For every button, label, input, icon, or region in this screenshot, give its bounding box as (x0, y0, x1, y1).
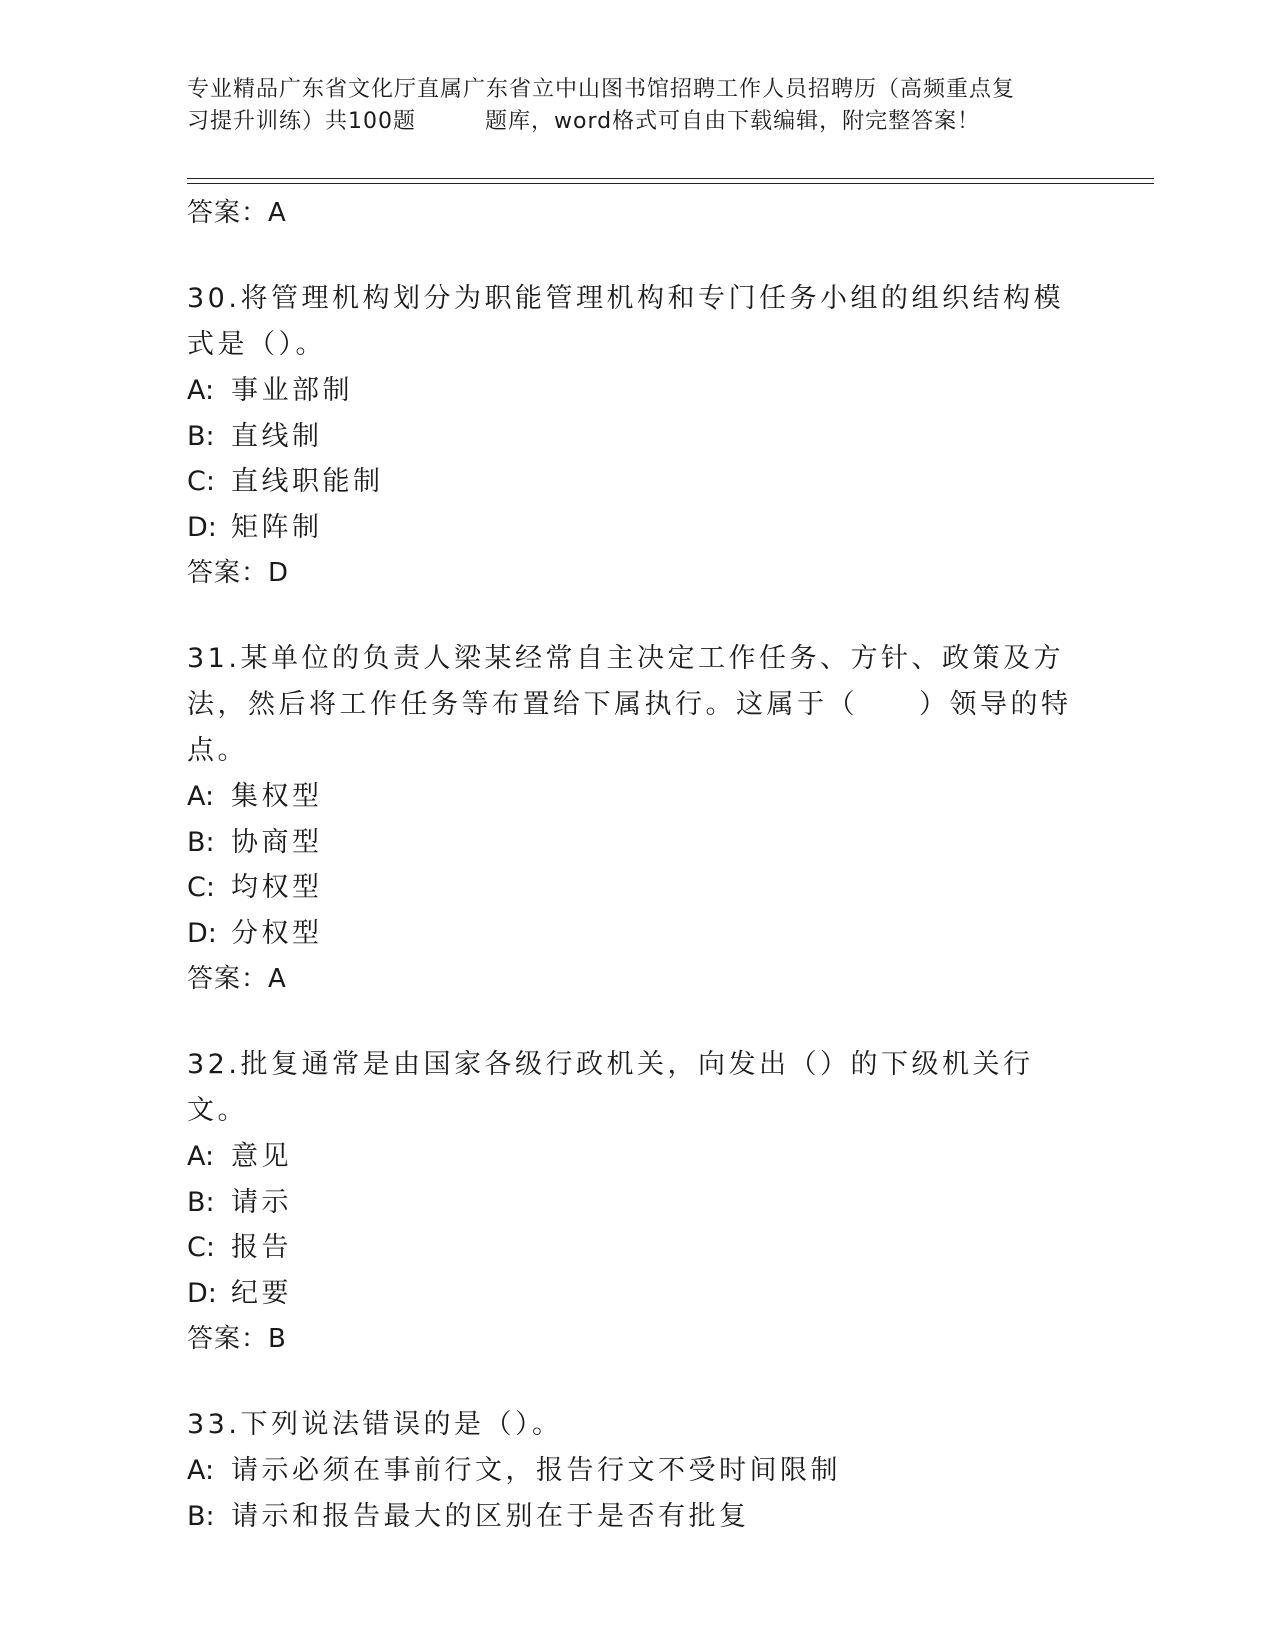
option-a (187, 774, 1087, 820)
option-letter: A: (187, 1141, 215, 1172)
option-b (187, 820, 1087, 866)
option-text: 集权型 (231, 781, 323, 812)
option-text: 请示和报告最大的区别在于是否有批复 (231, 1500, 750, 1532)
option-letter: A: (187, 781, 215, 812)
option-letter: C: (187, 466, 215, 497)
question-stem: 31.某单位的负责人梁某经常自主决定工作任务、方针、政策及方法，然后将工作任务等布置给下属执行。这属于（ ）领导的特点。 (187, 643, 1072, 766)
option-text: 事业部制 (231, 375, 353, 406)
option-letter: B: (187, 420, 215, 452)
answer-line: 答案：B (187, 1324, 287, 1354)
option-text: 协商型 (231, 826, 323, 858)
option-d (187, 1271, 1087, 1317)
question-stem: 32.批复通常是由国家各级行政机关，向发出（）的下级机关行文。 (187, 1049, 1034, 1126)
option-letter: C: (187, 872, 215, 903)
question-31 (187, 636, 1087, 1002)
question-stem: 30.将管理机构划分为职能管理机构和专门任务小组的组织结构模式是（）。 (187, 283, 1064, 360)
option-text: 请示必须在事前行文，报告行文不受时间限制 (231, 1455, 841, 1486)
option-letter: B: (187, 1500, 215, 1532)
option-c (187, 1225, 1087, 1271)
option-letter: C: (187, 1232, 215, 1263)
header-rule-bottom (187, 183, 1154, 184)
option-letter: A: (187, 1455, 215, 1486)
header-rule-top (187, 178, 1154, 179)
option-text: 直线职能制 (231, 466, 384, 497)
option-b (187, 414, 1087, 460)
option-c (187, 459, 1087, 505)
option-text: 报告 (231, 1232, 292, 1263)
option-text: 请示 (231, 1186, 292, 1218)
answer-line: 答案：A (187, 964, 287, 994)
question-32 (187, 1042, 1087, 1362)
option-a (187, 1448, 1087, 1494)
option-letter: B: (187, 1186, 215, 1218)
option-text: 矩阵制 (231, 511, 323, 543)
question-30 (187, 276, 1087, 596)
option-a (187, 368, 1087, 414)
answer-line: 答案：A (187, 198, 287, 228)
option-b (187, 1180, 1087, 1226)
document-header (187, 74, 1087, 138)
header-line-2: 习提升训练）共100题 题库，word格式可自由下载编辑，附完整答案！ (187, 109, 981, 134)
option-d (187, 911, 1087, 957)
option-c (187, 865, 1087, 911)
option-d (187, 505, 1087, 551)
document-body (187, 190, 1087, 1539)
question-33 (187, 1402, 1087, 1539)
option-letter: A: (187, 375, 215, 406)
header-line-1: 专业精品广东省文化厅直属广东省立中山图书馆招聘工作人员招聘历（高频重点复 (187, 77, 1016, 102)
option-letter: D: (187, 917, 217, 949)
option-text: 意见 (231, 1141, 292, 1172)
option-letter: D: (187, 511, 217, 543)
option-text: 直线制 (231, 420, 323, 452)
option-a (187, 1134, 1087, 1180)
option-b (187, 1494, 1087, 1540)
question-stem: 33.下列说法错误的是（）。 (187, 1409, 563, 1440)
option-letter: B: (187, 826, 215, 858)
option-text: 均权型 (231, 872, 323, 903)
option-text: 分权型 (231, 917, 323, 949)
answer-line: 答案：D (187, 558, 290, 588)
option-letter: D: (187, 1277, 217, 1309)
option-text: 纪要 (231, 1277, 292, 1309)
